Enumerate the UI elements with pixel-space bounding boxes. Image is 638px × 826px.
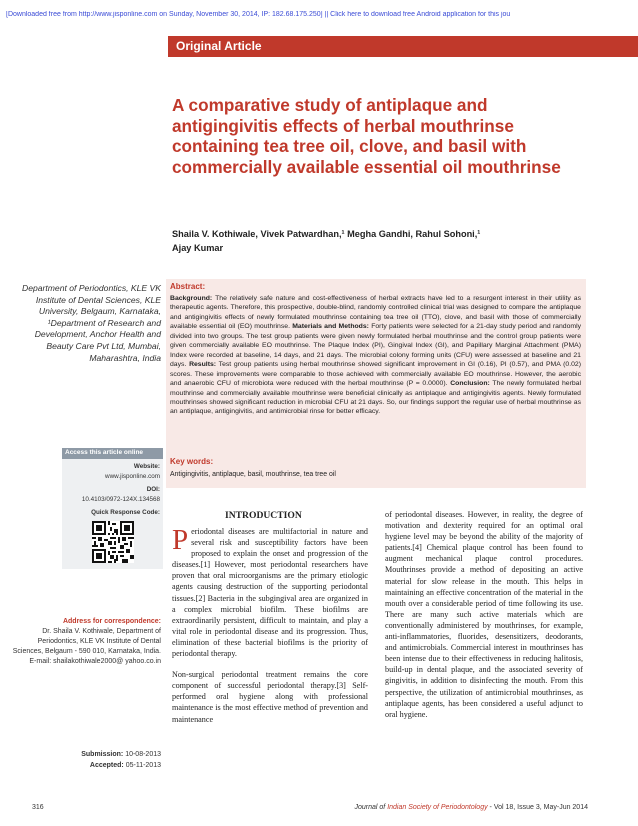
- abstract-box: [166, 279, 586, 488]
- journal-name: Indian Society of Periodontology: [387, 804, 488, 811]
- results-label: Results:: [189, 361, 217, 369]
- accepted-label: Accepted:: [89, 761, 124, 769]
- author-line-2: Ajay Kumar: [172, 242, 224, 253]
- doi-label: DOI:: [146, 486, 160, 493]
- conclusion-text: The newly formulated herbal mouthrinse and commercially available mouthrinse were beneficial clinically as antiplaque and antigingivitis agents. Newly formulated mouthrinses showed significant reduction in microbial CFU at 21 days. So, our findings support the regular use of herbal mouthrinse as an antiplaque, antigingivitis, and antimicrobial rinse for better efficacy.: [170, 380, 582, 416]
- body-column-left: [172, 526, 368, 725]
- page-number: 316: [32, 804, 44, 811]
- intro-paragraph-2: Non-surgical periodontal treatment remains the core component of successful periodontal therapy.[3] Self-performed oral hygiene along with professional maintenance is the most effective method of prevention and maintenance: [172, 670, 368, 724]
- doi-link[interactable]: 10.4103/0972-124X.134568: [81, 496, 160, 503]
- intro-paragraph-1: [172, 526, 368, 659]
- abstract-body: [170, 294, 581, 417]
- background-label: Background:: [170, 295, 213, 302]
- intro-paragraph-1-text: eriodontal diseases are multifactorial in nature and several risk and susceptibility factors have been proposed to explain the onset and progression of the diseases.[1] However, most periodontal researchers have proven that oral microorganisms are the primary etiologic agents causing destruction of the supporting periodontal tissues.[2] Bacteria in the subgingival area are organized in a complex microbial biofilm. These biofilms are extraordinarily persistent, difficult to maintain, and play a vital role in periodontal disease and its progression. Thus, elimination of these bacterial biofilms is the priority of periodontal therapy.: [172, 527, 368, 659]
- results-text: Test group patients using herbal mouthrinse showed significant improvement in GI (0.16), PI (0.57), and PMA (0.02) scores. These improvements were comparable to those achieved with commercially available EO mouthrinse. However, the aerobic and anaerobic CFU of microbiota were reduced with the herbal mouthrinse (P = 0.0000).: [170, 361, 581, 388]
- qr-code-icon[interactable]: [92, 521, 134, 563]
- access-online-label: Access this article online: [65, 449, 144, 456]
- download-banner[interactable]: [Downloaded free from http://www.jisponline.com on Sunday, November 30, 2014, IP: 182.68.175.250] || Click here to download free Android application for this jou: [6, 11, 511, 18]
- journal-footer: [302, 804, 588, 811]
- introduction-heading: INTRODUCTION: [225, 510, 302, 521]
- article-dates: [6, 750, 161, 771]
- abstract-heading: Abstract:: [170, 282, 206, 291]
- article-title: A comparative study of antiplaque and antigingivitis effects of herbal mouthrinse containing tea tree oil, clove, and basil with commercially available essential oil mouthrinse: [172, 95, 561, 177]
- drop-cap: P: [172, 524, 189, 556]
- correspondence-text: Dr. Shaila V. Kothiwale, Department of Periodontics, KLE VK Institute of Dental Sciences, Belgaum - 590 010, Karnataka, India. E-mail: shailakothiwale2000@ yahoo.co.in: [12, 628, 161, 665]
- affiliation: Department of Periodontics, KLE VK Institute of Dental Sciences, KLE University, Belgaum, Karnataka, ¹Department of Research and Development, Anchor Health and Beauty Care Pvt Ltd, Mumbai, Maharashtra, India: [21, 283, 161, 363]
- article-type-label: Original Article: [176, 39, 262, 53]
- access-online-header: [62, 448, 163, 459]
- keywords: Antigingivitis, antiplaque, basil, mouthrinse, tea tree oil: [170, 471, 336, 478]
- website-label: Website:: [133, 463, 160, 470]
- author-line-1: Shaila V. Kothiwale, Vivek Patwardhan,¹ Megha Gandhi, Rahul Sohoni,¹: [172, 229, 481, 239]
- submission-date: 10-08-2013: [125, 751, 161, 758]
- intro-paragraph-3: of periodontal diseases. However, in reality, the degree of motivation and dexterity required for an optimal oral hygiene level may be beyond the ability of the majority of patients.[4] Chemical plaque control has been found to augment mechanical plaque control procedures. Mouthrinses provide a method of depositing an active material for slow release in the mouth. This helps in maintaining an effective concentration of the material in the mouth over a considerable period of time following its use. There are many such active materials which are conventionally administered by mouthrinses, for example, anti-inflammatories, fluorides, desensitizers, deodorants, and antimicrobials. Commercial interest in mouthrinses has been intense due to their effectiveness in reducing halitosis, build-up in dental plaque, and the associated severity of gingivitis, in addition to disinfecting the mouth. From this perspective, the utilization of antimicrobial mouthrinses, as antiplaque agents, has been considered a useful adjunct to oral hygiene.: [385, 510, 583, 719]
- background-text: The relatively safe nature and cost-effectiveness of herbal extracts have led to a resurgent interest in their utility as therapeutic agents. Therefore, this prospective, double-blind, randomly controlled clinical trial was designed to compare the antiplaque and antigingivitis effects of newly formulated mouthrinse containing tea tree oil (TTO), clove, and basil with those of commercially available essential oil (EO) mouthrinse.: [170, 295, 581, 331]
- conclusion-label: Conclusion:: [450, 380, 490, 388]
- correspondence-heading: Address for correspondence:: [62, 618, 161, 625]
- methods-text: Forty patients were selected for a 21-day study period and randomly divided into two groups. The test group patients were given newly formulated herbal mouthrinse and the control group patients were given commercially available EO mouthrinse. The Plaque Index (PI), Gingival Index (GI), and Papillary Marginal Attachment (PMA) Index were recorded at baseline, 14 days, and 21 days. The microbial colony forming units (CFU) were assessed at baseline and 21 days.: [170, 323, 582, 369]
- journal-prefix: Journal of: [354, 804, 386, 811]
- keywords-heading: Key words:: [170, 457, 214, 466]
- author-list: [172, 228, 592, 255]
- methods-label: Materials and Methods:: [292, 323, 369, 331]
- correspondence-address: [6, 617, 161, 667]
- accepted-date: 05-11-2013: [125, 761, 161, 769]
- journal-issue: - Vol 18, Issue 3, May-Jun 2014: [489, 804, 588, 811]
- submission-label: Submission:: [81, 751, 124, 758]
- article-type-bar: [168, 36, 638, 57]
- website-link[interactable]: www.jisponline.com: [105, 473, 160, 480]
- body-column-right: [385, 509, 583, 720]
- qr-label: Quick Response Code:: [91, 509, 160, 516]
